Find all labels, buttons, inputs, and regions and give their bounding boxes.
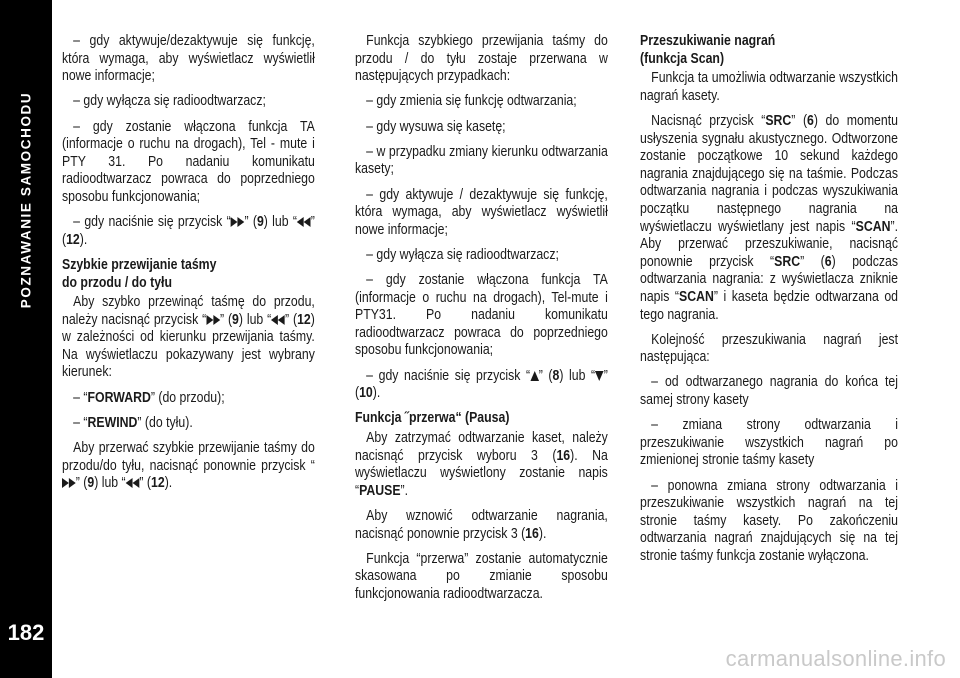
- text: ) lub “: [559, 367, 596, 384]
- text: ).: [164, 475, 173, 492]
- display-word: SCAN: [679, 288, 714, 305]
- button-number: 9: [87, 475, 95, 492]
- paragraph: – od odtwarzanego nagrania do końca tej samej strony kasety: [640, 374, 898, 409]
- button-number: 16: [556, 447, 571, 464]
- text: ).: [372, 385, 381, 402]
- button-number: 16: [525, 525, 539, 542]
- text: – gdy naciśnie się przycisk “: [366, 367, 531, 384]
- rewind-icon: [271, 315, 285, 325]
- text: ) do momentu usłyszenia sygnału akustycznego. Odtworzone zostanie początkowe 10 sekund każdego nagrania znajdującego się na taśmie. Podczas odtwarzania nagrania i podczas wyszukiwania początku następnego nagrania na wyświetlaczu wyświetlany jest napis “: [640, 112, 898, 235]
- button-number: 12: [297, 311, 311, 328]
- text: ” (: [285, 311, 298, 328]
- paragraph: [355, 508, 608, 543]
- text: ) podczas odtwarzania nagrania: z wyświetlacza zniknie napis “: [640, 253, 899, 305]
- paragraph: [62, 440, 315, 493]
- text: ” i kaseta będzie odtwarzana od tego nagrania.: [640, 288, 898, 323]
- down-arrow-icon: [595, 371, 604, 381]
- page-number: 182: [0, 600, 52, 678]
- text: ) lub “: [263, 214, 297, 231]
- paragraph: [62, 214, 315, 249]
- paragraph: Funkcja szybkiego przewijania taśmy do przodu / do tyłu zostaje przerwana w następujących przypadkach:: [355, 33, 608, 85]
- text: ” (: [219, 311, 233, 328]
- text: – “: [73, 389, 88, 406]
- text: ). Na wyświetlaczu wyświetlony zostanie napis “: [355, 447, 608, 499]
- rewind-icon: [126, 478, 140, 488]
- text: ).: [538, 525, 547, 542]
- paragraph: [355, 368, 608, 403]
- text: Aby przerwać szybkie przewijanie taśmy do przodu/do tyłu, nacisnąć ponownie przycisk “: [62, 440, 315, 474]
- text: ” (: [791, 112, 808, 129]
- paragraph: – gdy aktywuje/dezaktywuje się funkcję, która wymaga, aby wyświetlacz wyświetlił nowe informacje;: [62, 33, 315, 85]
- text: ” (: [538, 367, 553, 384]
- text: ) lub “: [238, 311, 272, 328]
- watermark: carmanualsonline.info: [725, 646, 946, 671]
- text: ) w zależności od kierunku przewijania taśmy. Na wyświetlaczu pokazywany jest wybrany kierunek:: [62, 311, 315, 381]
- text: ” (do przodu);: [150, 389, 225, 406]
- text: Nacisnąć przycisk “: [651, 112, 766, 129]
- text: ”.: [400, 482, 409, 499]
- paragraph: – gdy wyłącza się radioodtwarzacz;: [366, 246, 559, 263]
- button-number: 12: [151, 475, 165, 492]
- display-word: PAUSE: [359, 482, 401, 499]
- display-word: SCAN: [855, 218, 891, 235]
- text: – gdy naciśnie się przycisk “: [73, 214, 231, 231]
- up-arrow-icon: [530, 371, 539, 381]
- section-heading: Funkcja ˝przerwa“ (Pausa): [355, 410, 510, 427]
- display-word: FORWARD: [87, 389, 151, 406]
- text: ”. Aby przerwać przeszukiwanie, nacisnąć ponownie przycisk “: [640, 218, 898, 270]
- button-number: 10: [359, 385, 373, 402]
- text: – “: [73, 414, 88, 431]
- heading-line: Przeszukiwanie nagrań: [640, 33, 776, 49]
- button-number: 9: [232, 311, 239, 328]
- section-heading: [640, 33, 898, 68]
- text: ” (: [139, 475, 152, 492]
- paragraph: – gdy zmienia się funkcję odtwarzania;: [366, 93, 577, 110]
- paragraph: – gdy aktywuje / dezaktywuje się funkcję, która wymaga, aby wyświetlacz wyświetlił nowe informacje;: [355, 186, 608, 238]
- paragraph: Funkcja ta umożliwia odtwarzanie wszystkich nagrań kasety.: [640, 70, 898, 104]
- paragraph: Kolejność przeszukiwania nagrań jest następująca:: [640, 331, 898, 366]
- text: ” (: [355, 367, 608, 402]
- display-word: REWIND: [87, 414, 138, 431]
- paragraph: Funkcja “przerwa” zostanie automatycznie skasowana po zmianie sposobu funkcjonowania radioodtwarzacza.: [355, 550, 608, 602]
- column-1: [62, 33, 315, 500]
- heading-line: Szybkie przewijanie taśmy: [62, 256, 217, 273]
- paragraph: – gdy zostanie włączona funkcja TA (informacje o ruchu na drogach), Tel - mute i PTY 31. Po nadaniu komunikatu radioodtwarzacz powraca do poprzedniego sposobu funkcjonowania;: [62, 118, 315, 205]
- text: ” (: [800, 253, 825, 270]
- section-title: [0, 0, 52, 380]
- text: ” (do tyłu).: [137, 414, 193, 431]
- text: Aby szybko przewinąć taśmę do przodu, należy nacisnąć przycisk “: [62, 294, 315, 328]
- paragraph: – gdy wysuwa się kasetę;: [366, 118, 506, 135]
- button-number: 8: [552, 367, 560, 384]
- button-number: 12: [66, 231, 80, 248]
- fast-forward-icon: [231, 217, 245, 227]
- display-word: SRC: [774, 253, 801, 270]
- button-number: 6: [824, 253, 832, 270]
- display-word: SRC: [765, 112, 792, 129]
- text: ” (: [75, 475, 88, 492]
- paragraph: [355, 430, 608, 500]
- text: Aby zatrzymać odtwarzanie kaset, należy nacisnąć przycisk wyboru 3 (: [355, 430, 608, 464]
- paragraph: – gdy wyłącza się radioodtwarzacz;: [73, 93, 266, 110]
- heading-line: (funkcja Scan): [640, 50, 725, 67]
- text: Aby wznowić odtwarzanie nagrania, nacisnąć ponownie przycisk 3 (: [355, 508, 608, 542]
- paragraph: [62, 390, 315, 408]
- column-2: [355, 33, 608, 611]
- fast-forward-icon: [62, 478, 76, 488]
- button-number: 9: [256, 214, 264, 231]
- text: ).: [79, 231, 88, 248]
- section-title-text: POZNAWANIE SAMOCHODU: [18, 91, 34, 309]
- paragraph: – ponowna zmiana strony odtwarzania i przeszukiwanie wszystkich nagrań na tej stronie taśmy kasety. Po zakończeniu odtwarzania nagrań znajdujących się na tej stronie taśmy funkcja zostanie wyłączona.: [640, 477, 898, 564]
- text: ” (: [244, 214, 257, 231]
- sidebar: [0, 0, 52, 678]
- text: ” (: [62, 214, 315, 248]
- paragraph: – zmiana strony odtwarzania i przeszukiwanie wszystkich nagrań po zmienionej stronie taśmy kasety: [640, 417, 898, 469]
- paragraph: – gdy zostanie włączona funkcja TA (informacje o ruchu na drogach), Tel-mute i PTY31. Po nadaniu komunikatu radioodtwarzacz powraca do poprzedniego sposobu funkcjonowania;: [355, 272, 608, 359]
- section-heading: [62, 257, 315, 292]
- text: ) lub “: [94, 475, 126, 492]
- paragraph: – w przypadku zmiany kierunku odtwarzania kasety;: [355, 143, 608, 178]
- fast-forward-icon: [206, 315, 220, 325]
- column-3: [640, 33, 898, 573]
- paragraph: [62, 294, 315, 382]
- paragraph: [62, 415, 315, 433]
- button-number: 6: [807, 112, 814, 129]
- rewind-icon: [297, 217, 311, 227]
- paragraph: [640, 113, 898, 324]
- heading-line: do przodu / do tyłu: [62, 274, 172, 291]
